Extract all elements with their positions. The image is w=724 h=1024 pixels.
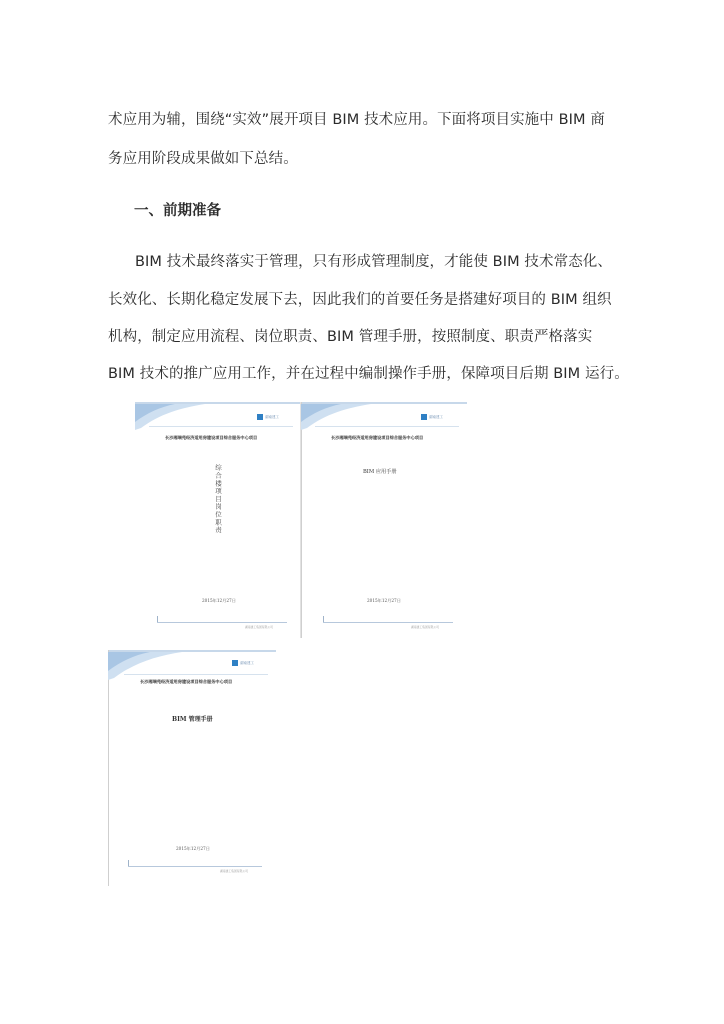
logo-mark-icon — [232, 660, 238, 666]
paragraph1-line-1: 术应用为辅，围绕“实效”展开项目 BIM 技术应用。下面将项目实施中 BIM 商 — [108, 112, 605, 128]
logo-mark-icon — [257, 414, 263, 420]
document-main-title: 综合楼项目岗位职责 — [214, 464, 222, 535]
document-footer: 湖南建工集团有限公司 — [220, 869, 248, 873]
document-date: 2015年12月27日 — [202, 598, 236, 603]
paragraph2-line-4: BIM 技术的推广应用工作，并在过程中编制操作手册，保障项目后期 BIM 运行。 — [108, 366, 629, 382]
company-logo: 湖南建工 — [232, 660, 254, 666]
document-main-title: BIM 应用手册 — [363, 469, 397, 475]
document-footer: 湖南建工集团有限公司 — [245, 625, 273, 629]
logo-mark-icon — [421, 414, 427, 420]
paragraph2-line-3: 机构，制定应用流程、岗位职责、BIM 管理手册，按照制度、职责严格落实 — [108, 329, 593, 345]
paragraph1-line-2: 务应用阶段成果做如下总结。 — [108, 151, 298, 167]
document-thumbnail-bim-management — [108, 650, 276, 886]
section-heading: 一、前期准备 — [134, 203, 221, 219]
document-date: 2015年12月27日 — [176, 846, 210, 851]
document-main-title: BIM 管理手册 — [172, 716, 213, 723]
document-header-title: 长沙湘瑞苑经济适用房建设项目综合服务中心项目 — [331, 435, 424, 440]
document-thumbnail-job-duties — [135, 402, 301, 638]
header-swoosh-graphic — [108, 650, 182, 680]
document-header-title: 长沙湘瑞苑经济适用房建设项目综合服务中心项目 — [165, 435, 258, 440]
document-footer: 湖南建工集团有限公司 — [411, 625, 439, 629]
document-thumbnail-bim-application — [301, 402, 467, 638]
document-date: 2015年12月27日 — [367, 598, 401, 603]
company-logo: 湖南建工 — [257, 414, 279, 420]
document-header-title: 长沙湘瑞苑经济适用房建设项目综合服务中心项目 — [140, 679, 233, 684]
company-logo: 湖南建工 — [421, 414, 443, 420]
paragraph2-line-2: 长效化、长期化稳定发展下去，因此我们的首要任务是搭建好项目的 BIM 组织 — [108, 292, 612, 308]
paragraph2-line-1: BIM 技术最终落实于管理，只有形成管理制度，才能使 BIM 技术常态化、 — [135, 254, 612, 270]
